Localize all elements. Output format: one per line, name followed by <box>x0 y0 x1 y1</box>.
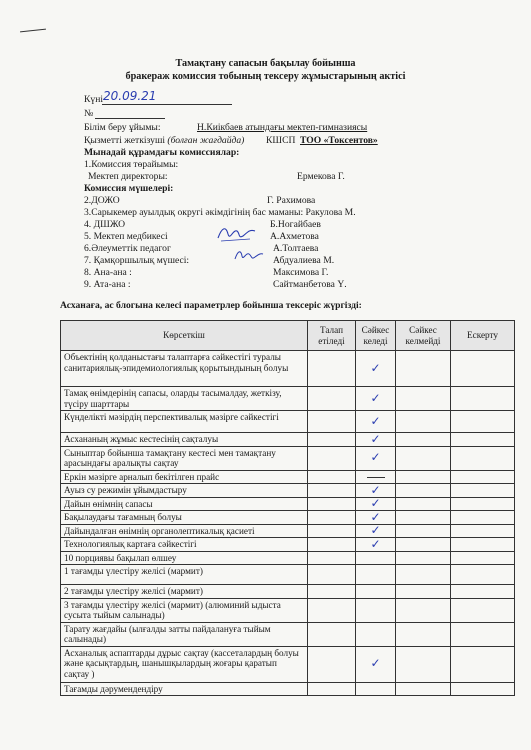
compliant-cell <box>356 387 396 411</box>
compliant-cell <box>356 622 396 646</box>
compliant-cell <box>356 484 396 498</box>
compliant-cell <box>356 585 396 599</box>
members-heading: Комиссия мүшелері: <box>84 183 174 194</box>
noncompliant-cell <box>396 585 451 599</box>
member-name: Б.Ногайбаев <box>270 219 321 230</box>
note-cell <box>451 622 515 646</box>
check-mark-icon: ✓ <box>370 509 381 524</box>
note-cell <box>451 538 515 552</box>
check-mark-icon: ✓ <box>370 482 381 497</box>
check-mark-icon: ✓ <box>370 523 381 537</box>
indicator-cell: Объектінің қолданыстағы талаптарға сәйкестігі туралы санитариялық-эпидемиологиялық қорытындының болуы <box>61 351 308 387</box>
indicator-cell: Тарату жағдайы (ылғалды затты пайдалануға тыйым салынады) <box>61 622 308 646</box>
noncompliant-cell <box>396 538 451 552</box>
note-cell <box>451 598 515 622</box>
check-mark-icon: ✓ <box>370 390 381 405</box>
compliant-cell <box>356 682 396 696</box>
table-row <box>61 470 515 484</box>
required-cell <box>308 351 356 387</box>
member-name: Абдуалиева М. <box>273 255 335 266</box>
noncompliant-cell <box>396 622 451 646</box>
signature-nurse-image <box>216 223 258 245</box>
supplier-name: ТОО «Токсентов» <box>300 135 378 146</box>
table-row <box>61 646 515 682</box>
school-label: Білім беру ұйымы: <box>84 122 161 133</box>
noncompliant-cell <box>396 387 451 411</box>
compliant-cell <box>356 551 396 565</box>
member-name: Ракулова М. <box>305 207 356 218</box>
chair-name: Ермекова Г. <box>297 171 345 182</box>
commission-heading: Мынадай құрамдағы комиссиялар: <box>84 147 240 158</box>
indicator-cell: Тағамды дәрумендендіру <box>61 682 308 696</box>
table-row <box>61 565 515 585</box>
number-label: № <box>84 108 94 119</box>
document-title-line-2: бракераж комиссия тобының тексеру жұмыстарының актісі <box>125 71 406 82</box>
supplier-org: КШСП <box>266 135 296 146</box>
column-header: Ескерту <box>451 321 515 351</box>
check-mark-icon: ✓ <box>370 496 381 510</box>
noncompliant-cell <box>396 646 451 682</box>
supplier-label: Қызметті жеткізуші <box>84 135 165 146</box>
required-cell <box>308 524 356 538</box>
note-cell <box>451 646 515 682</box>
compliant-cell <box>356 351 396 387</box>
indicator-cell: Сыныптар бойынша тамақтану кестесі мен тамақтану арасындағы аралықты сақтау <box>61 446 308 470</box>
indicator-cell: 2 тағамды үлестіру желісі (мармит) <box>61 585 308 599</box>
table-row <box>61 622 515 646</box>
column-header: Көрсеткіш <box>61 321 308 351</box>
check-mark-icon: ✓ <box>370 450 381 465</box>
compliant-cell <box>356 446 396 470</box>
note-cell <box>451 551 515 565</box>
indicator-cell: Бақылаудағы тағамның болуы <box>61 511 308 525</box>
compliant-cell <box>356 538 396 552</box>
table-row <box>61 511 515 525</box>
date-label: Күні <box>84 94 103 105</box>
column-header: Талап етіледі <box>308 321 356 351</box>
check-mark-icon: ✓ <box>370 431 381 446</box>
noncompliant-cell <box>396 598 451 622</box>
member-role: 6.Әлеуметтік педагог <box>84 243 171 254</box>
table-row <box>61 387 515 411</box>
noncompliant-cell <box>396 433 451 447</box>
note-cell <box>451 585 515 599</box>
noncompliant-cell <box>396 682 451 696</box>
note-cell <box>451 470 515 484</box>
indicator-cell: Күнделікті мәзірдің перспективалық мәзірге сәйкестігі <box>61 411 308 433</box>
member-role: 2.ДОЖО <box>84 195 120 206</box>
check-mark-icon: ✓ <box>370 656 381 671</box>
noncompliant-cell <box>396 484 451 498</box>
note-cell <box>451 433 515 447</box>
member-role: 9. Ата-ана : <box>84 279 131 290</box>
column-header: Сәйкес келмейді <box>396 321 451 351</box>
noncompliant-cell <box>396 497 451 511</box>
compliant-cell <box>356 598 396 622</box>
required-cell <box>308 511 356 525</box>
required-cell <box>308 682 356 696</box>
member-name: Максимова Г. <box>273 267 329 278</box>
required-cell <box>308 585 356 599</box>
compliant-cell <box>356 565 396 585</box>
table-row <box>61 538 515 552</box>
compliant-cell <box>356 511 396 525</box>
member-role: 4. ДШЖО <box>84 219 126 230</box>
noncompliant-cell <box>396 446 451 470</box>
member-role: 5. Мектеп медбикесі <box>84 231 168 242</box>
required-cell <box>308 565 356 585</box>
note-cell <box>451 682 515 696</box>
chair-heading: 1.Комиссия төрайымы: <box>84 159 179 170</box>
required-cell <box>308 387 356 411</box>
compliant-cell <box>356 470 396 484</box>
indicator-cell: Еркін мәзірге арналып бекітілген прайс <box>61 470 308 484</box>
compliant-cell <box>356 524 396 538</box>
table-row <box>61 351 515 387</box>
table-header-row <box>61 321 515 351</box>
note-cell <box>451 511 515 525</box>
note-cell <box>451 524 515 538</box>
required-cell <box>308 411 356 433</box>
noncompliant-cell <box>396 411 451 433</box>
noncompliant-cell <box>396 351 451 387</box>
table-row <box>61 411 515 433</box>
member-role: 7. Қамқоршылық мүшесі: <box>84 255 190 266</box>
indicator-cell: Дайын өнімнің сапасы <box>61 497 308 511</box>
inspection-intro: Асханаға, ас блогына келесі параметрлер бойынша тексеріс жүргізді: <box>60 300 362 311</box>
indicator-cell: 10 порциявы бақылап өлшеу <box>61 551 308 565</box>
margin-mark <box>20 29 46 33</box>
noncompliant-cell <box>396 565 451 585</box>
note-cell <box>451 387 515 411</box>
member-role: 3.Сарыкемер ауылдық округі әкімдігінің бас маманы: <box>84 207 304 218</box>
noncompliant-cell <box>396 470 451 484</box>
required-cell <box>308 646 356 682</box>
chair-role: Мектеп директоры: <box>88 171 168 182</box>
indicator-cell: Ауыз су режимін ұйымдастыру <box>61 484 308 498</box>
member-name: А.Толтаева <box>273 243 319 254</box>
table-body <box>61 351 515 696</box>
required-cell <box>308 497 356 511</box>
indicator-cell: 3 тағамды үлестіру желісі (мармит) (алюминий ыдыста сусыта тыйым салынады) <box>61 598 308 622</box>
noncompliant-cell <box>396 524 451 538</box>
table-row <box>61 524 515 538</box>
required-cell <box>308 433 356 447</box>
document-title-line-1: Тамақтану сапасын бақылау бойынша <box>175 58 356 69</box>
table-row <box>61 598 515 622</box>
check-mark-icon: ✓ <box>370 413 381 428</box>
indicator-cell: Асханалық аспаптарды дұрыс сақтау (кассеталардың болуы және қасықтардың, шанышқылардың жоғары қаратып сақтау ) <box>61 646 308 682</box>
note-cell <box>451 497 515 511</box>
dash-mark-icon <box>367 477 385 478</box>
indicator-cell: 1 тағамды үлестіру желісі (мармит) <box>61 565 308 585</box>
required-cell <box>308 538 356 552</box>
signature-guardian-image <box>233 247 265 263</box>
member-name: Сайтманбетова Ү. <box>273 279 347 290</box>
check-mark-icon: ✓ <box>370 360 381 375</box>
member-name: Г. Рахимова <box>267 195 316 206</box>
required-cell <box>308 446 356 470</box>
table-row <box>61 433 515 447</box>
inspection-table <box>60 320 515 696</box>
column-header: Сәйкес келеді <box>356 321 396 351</box>
date-value: 20.09.21 <box>103 89 157 103</box>
school-name: Н.Киікбаев атындағы мектеп-гимназиясы <box>197 122 368 133</box>
indicator-cell: Технологиялық картаға сәйкестігі <box>61 538 308 552</box>
required-cell <box>308 622 356 646</box>
member-name: А.Ахметова <box>270 231 319 242</box>
required-cell <box>308 598 356 622</box>
check-mark-icon: ✓ <box>370 536 381 551</box>
note-cell <box>451 446 515 470</box>
compliant-cell <box>356 433 396 447</box>
table-row <box>61 484 515 498</box>
note-cell <box>451 565 515 585</box>
table-row <box>61 497 515 511</box>
note-cell <box>451 484 515 498</box>
indicator-cell: Асхананың жұмыс кестесінің сақталуы <box>61 433 308 447</box>
indicator-cell: Тамақ өнімдерінің сапасы, оларды тасымалдау, жеткізу, түсіру шарттары <box>61 387 308 411</box>
table-row <box>61 551 515 565</box>
note-cell <box>451 411 515 433</box>
member-role: 8. Ана-ана : <box>84 267 132 278</box>
required-cell <box>308 470 356 484</box>
noncompliant-cell <box>396 551 451 565</box>
table-row <box>61 446 515 470</box>
number-underline <box>95 118 165 119</box>
compliant-cell <box>356 497 396 511</box>
required-cell <box>308 484 356 498</box>
date-underline <box>102 104 232 105</box>
table-row <box>61 682 515 696</box>
compliant-cell <box>356 646 396 682</box>
noncompliant-cell <box>396 511 451 525</box>
required-cell <box>308 551 356 565</box>
supplier-label-note: (болған жағдайда) <box>167 135 245 146</box>
indicator-cell: Дайындалған өнімнің органолептикалық қасиеті <box>61 524 308 538</box>
note-cell <box>451 351 515 387</box>
table-row <box>61 585 515 599</box>
compliant-cell <box>356 411 396 433</box>
